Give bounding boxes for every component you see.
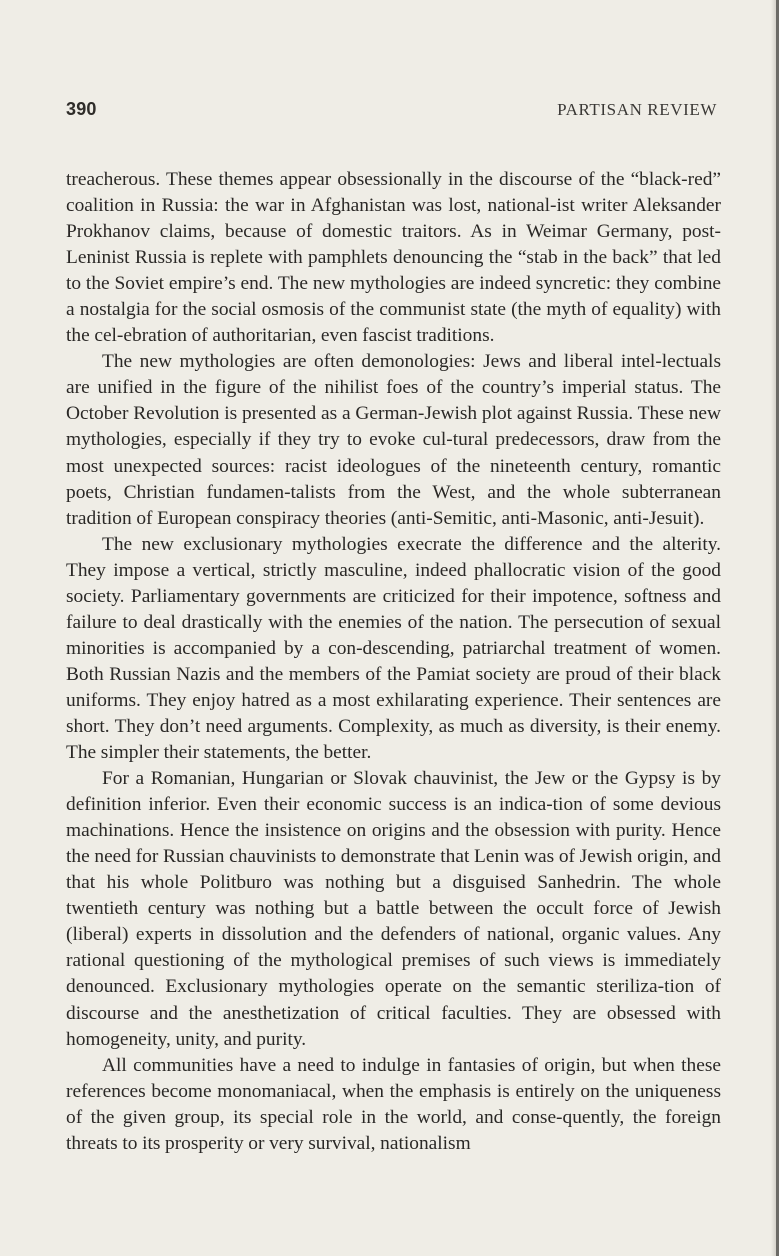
paragraph-1: treacherous. These themes appear obsessionally in the discourse of the “black-red” coalition in Russia: the war in Afghanistan was lost, national-ist writer Aleksander Prokhanov claims, because of domestic traitors. As in Weimar Germany, post-Leninist Russia is replete with pamphlets denouncing the “stab in the back” that led to the Soviet empire’s end. The new mythologies are indeed syncretic: they combine a nostalgia for the social osmosis of the communist state (the myth of equality) with the cel-ebration of authoritarian, even fascist traditions. (66, 169, 721, 347)
paragraph-3: The new exclusionary mythologies execrate the difference and the alterity. They impose a vertical, strictly masculine, indeed phallocratic vision of the good society. Parliamentary governments are criticized for their impotence, softness and failure to deal drastically with the enemies of the nation. The persecution of sexual minorities is accompanied by a con-descending, patriarchal treatment of women. Both Russian Nazis and the members of the Pamiat society are proud of their black uniforms. They enjoy hatred as a most exhilarating experience. Their sentences are short. They don’t need arguments. Complexity, as much as diversity, is their enemy. The simpler their statements, the better. (66, 533, 721, 764)
page-number: 390 (66, 99, 97, 119)
body-text (66, 167, 721, 1157)
paragraph-5: All communities have a need to indulge in fantasies of origin, but when these references become monomaniacal, when the emphasis is entirely on the uniqueness of the given group, its special role in the world, and conse-quently, the foreign threats to its prosperity or very survival, nationalism (66, 1054, 721, 1154)
journal-title: PARTISAN REVIEW (557, 100, 717, 119)
paragraph-2: The new mythologies are often demonologies: Jews and liberal intel-lectuals are unified in the figure of the nihilist foes of the country’s imperial status. The October Revolution is presented as a German-Jewish plot against Russia. These new mythologies, especially if they try to evoke cul-tural predecessors, draw from the most unexpected sources: racist ideologues of the nineteenth century, romantic poets, Christian fundamen-talists from the West, and the whole subterranean tradition of European conspiracy theories (anti-Semitic, anti-Masonic, anti-Jesuit). (66, 351, 721, 529)
running-head (66, 99, 717, 125)
paragraph-4: For a Romanian, Hungarian or Slovak chauvinist, the Jew or the Gypsy is by definition inferior. Even their economic success is an indica-tion of some devious machinations. Hence the insistence on origins and the obsession with purity. Hence the need for Russian chauvinists to demonstrate that Lenin was of Jewish origin, and that his whole Politburo was nothing but a disguised Sanhedrin. The whole twentieth century was nothing but a battle between the occult force of Jewish (liberal) experts in dissolution and the defenders of national, organic values. Any rational questioning of the mythological premises of such views is immediately denounced. Exclusionary mythologies operate on the semantic steriliza-tion of discourse and the anesthetization of critical faculties. They are obsessed with homogeneity, unity, and purity. (66, 768, 721, 1050)
